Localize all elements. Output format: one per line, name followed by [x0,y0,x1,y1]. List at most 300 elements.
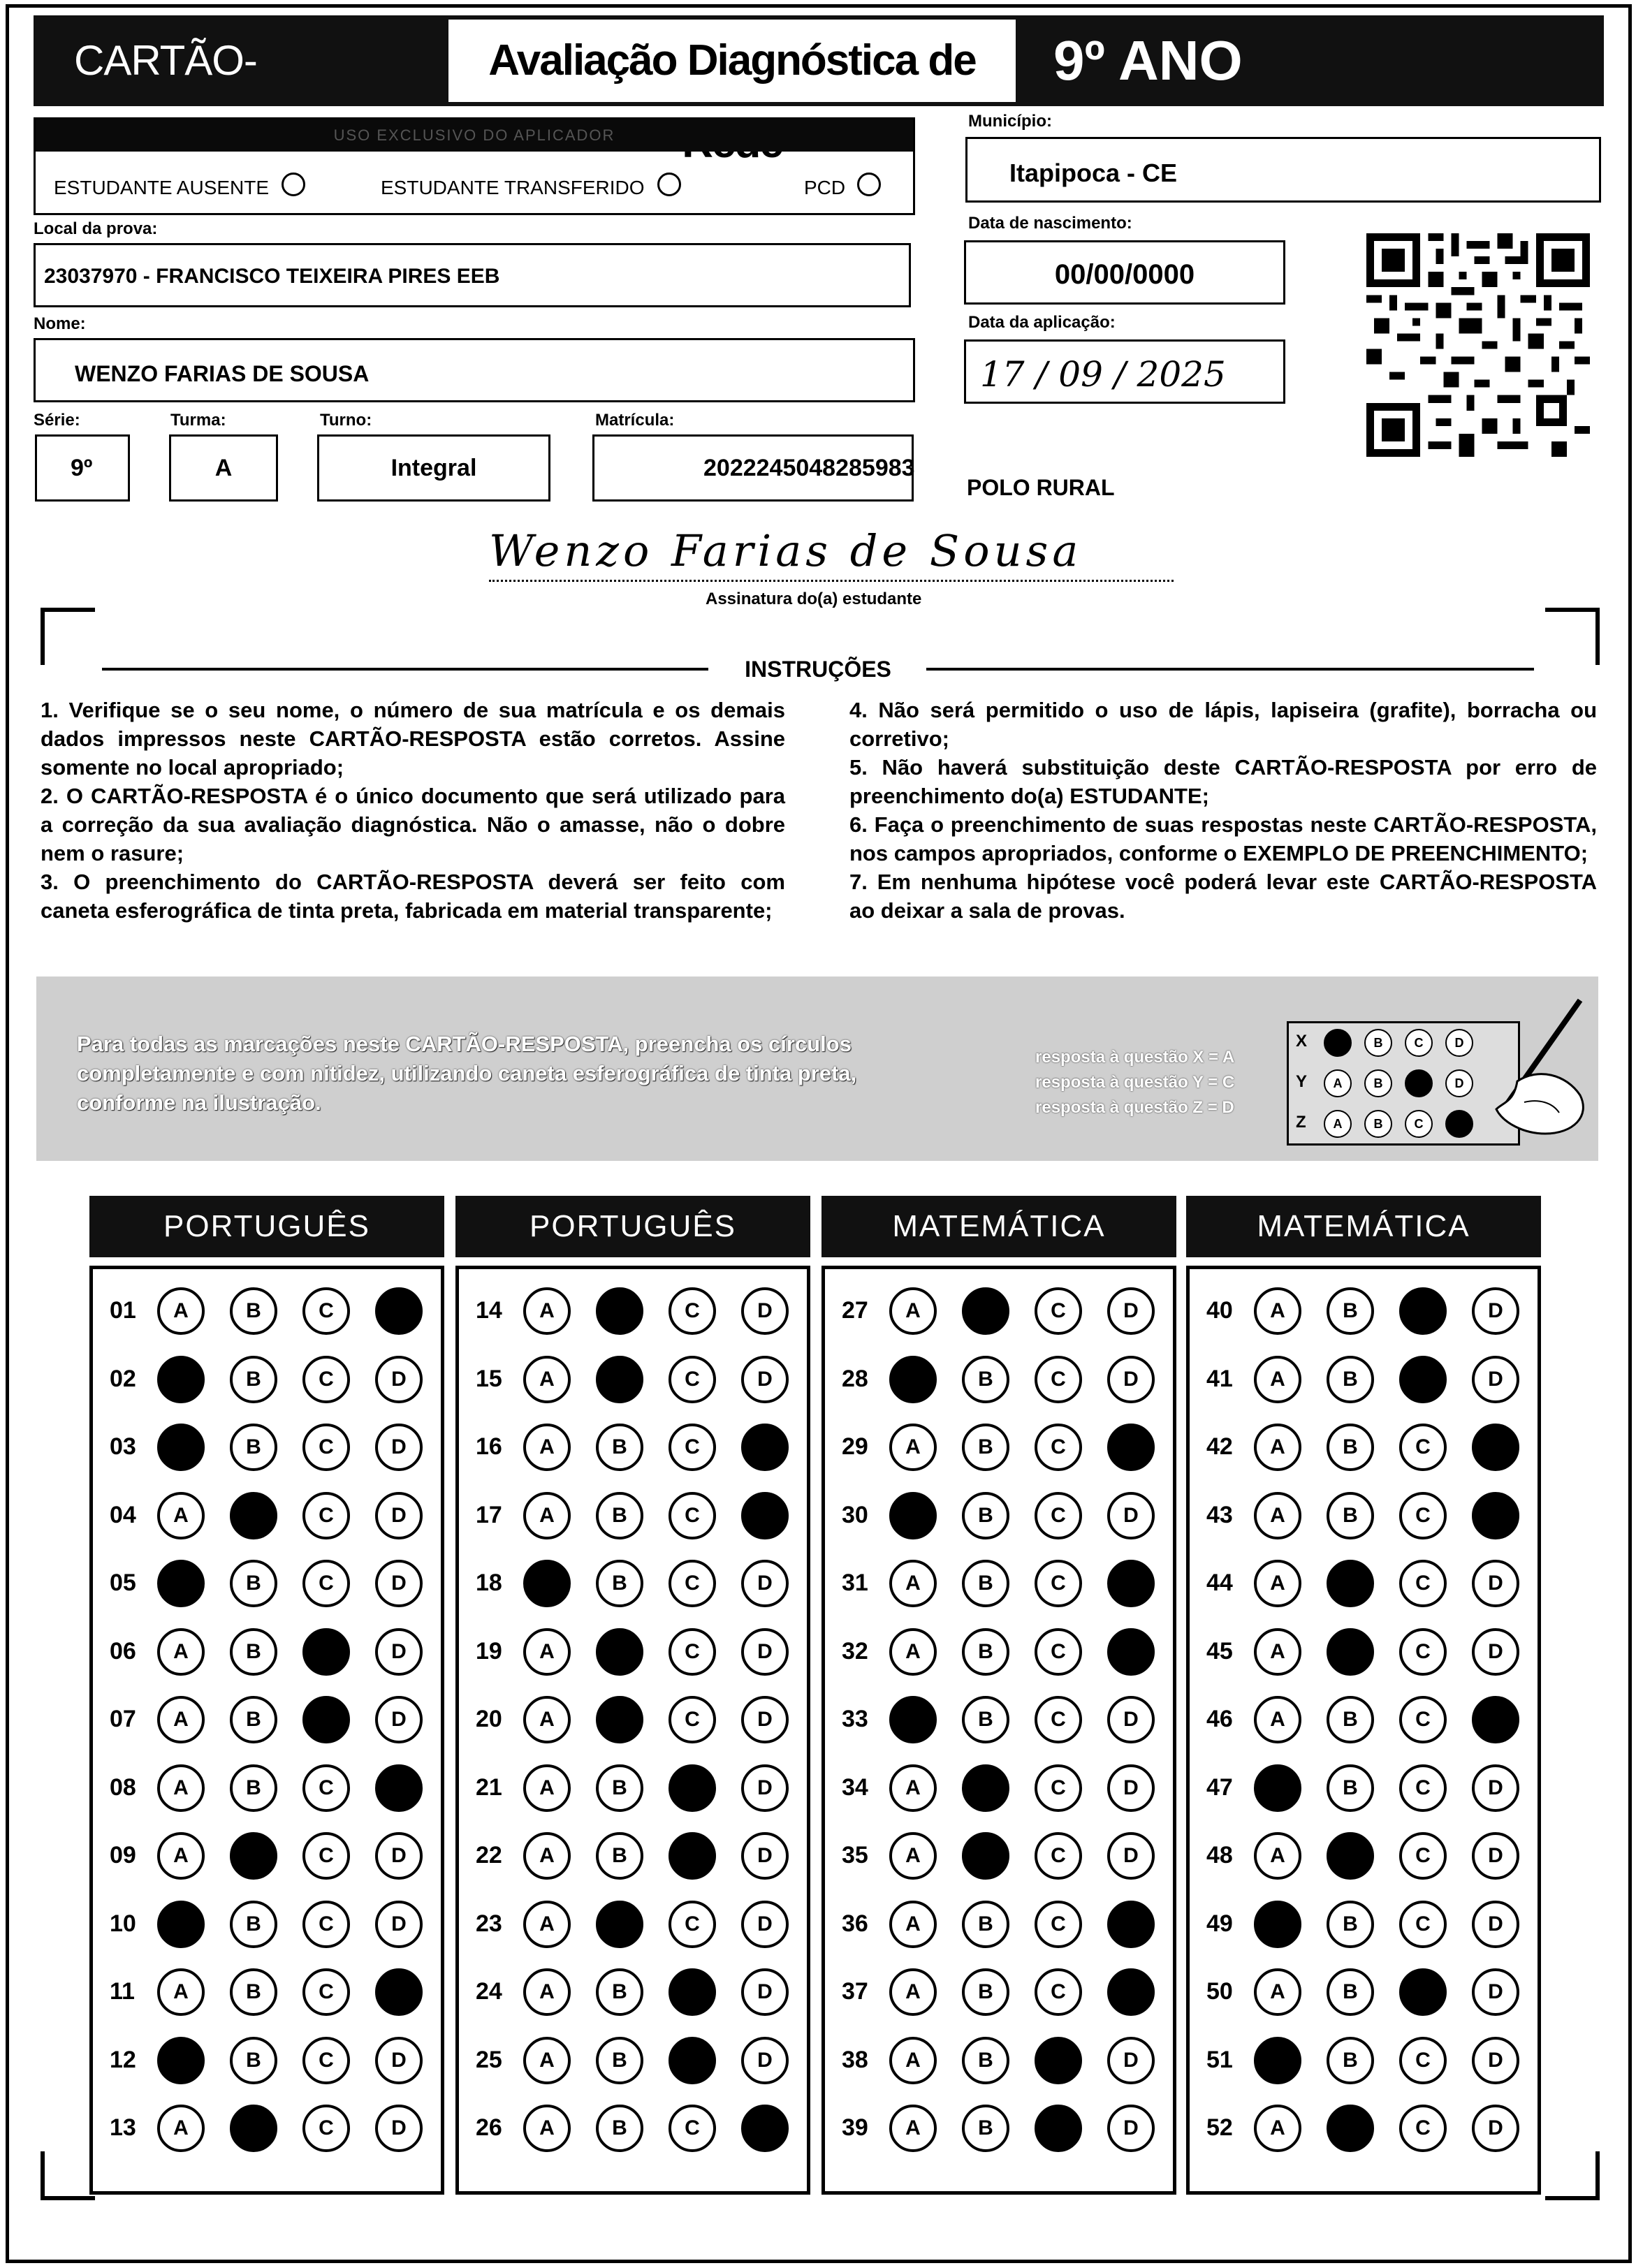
instruction-7: 7. Em nenhuma hipótese você poderá levar este CARTÃO-RESPOSTA ao deixar a sala de provas. [849,870,1597,923]
bubble-a[interactable]: A [157,2105,205,2152]
bubble-a[interactable]: A [1254,2105,1301,2152]
bubble-c-filled[interactable] [302,1628,350,1676]
bubble-b-filled[interactable] [230,2105,277,2152]
bubble-d-filled[interactable] [1472,1696,1519,1743]
bubble-d[interactable]: D [1472,1356,1519,1403]
question-row-09 [93,1827,441,1882]
bubble-a[interactable]: A [523,1628,571,1676]
bubble-b[interactable]: B [596,2105,643,2152]
question-number: 22 [476,1842,502,1868]
aplicacao-value: 17 / 09 / 2025 [980,354,1226,395]
bubble-a[interactable]: A [1254,1696,1301,1743]
bubble-c[interactable]: C [302,2037,350,2084]
bubble-b[interactable]: B [230,1560,277,1607]
bubble-c-filled[interactable] [669,2037,716,2084]
bubble-b-filled[interactable] [1327,1560,1374,1607]
bubble-a[interactable]: A [1254,1832,1301,1880]
bubble-a[interactable]: A [889,1628,937,1676]
bubble-a[interactable]: A [1254,1424,1301,1471]
bubble-a[interactable]: A [523,1492,571,1539]
bubble-b-filled[interactable] [596,1696,643,1743]
bubble-d-filled[interactable] [1107,1560,1155,1607]
bubble-b[interactable]: B [230,1628,277,1676]
instruction-1: 1. Verifique se o seu nome, o número de sua matrícula e os demais dados impressos neste CARTÃO-RESPOSTA estão corretos. Assine somente no local apropriado; [41,698,785,780]
bubble-d-filled[interactable] [741,2105,789,2152]
bubble-c[interactable]: C [302,1832,350,1880]
bubble-c[interactable]: C [1035,1424,1082,1471]
bubble-b[interactable]: B [596,1560,643,1607]
bubble-b-filled[interactable] [596,1356,643,1403]
question-number: 42 [1206,1433,1233,1460]
bubble-c-filled[interactable] [1399,1968,1447,2016]
bubble-d[interactable]: D [1472,2105,1519,2152]
question-number: 17 [476,1501,502,1528]
question-row-07 [93,1690,441,1746]
question-number: 48 [1206,1842,1233,1868]
bubble-a[interactable]: A [157,1696,205,1743]
bubble-a[interactable]: A [889,1901,937,1948]
bubble-a[interactable]: A [157,1764,205,1812]
bubble-a[interactable]: A [523,1356,571,1403]
bubble-a[interactable]: A [157,1832,205,1880]
bubble-b[interactable]: B [230,1424,277,1471]
question-number: 02 [110,1365,136,1392]
question-row-16 [459,1418,807,1474]
question-row-37 [825,1963,1173,2019]
bubble-d[interactable]: D [375,2105,423,2152]
bubble-b-filled[interactable] [596,1628,643,1676]
bubble-d[interactable]: D [1107,1287,1155,1335]
question-row-30 [825,1486,1173,1542]
instructions-rule-right [926,668,1534,671]
bubble-a-filled[interactable] [157,2037,205,2084]
question-row-08 [93,1759,441,1815]
bubble-b[interactable]: B [230,1968,277,2016]
bubble-b[interactable]: B [596,1424,643,1471]
bubble-d-filled[interactable] [741,1492,789,1539]
turno-value: Integral [390,455,477,481]
question-number: 38 [842,2046,868,2073]
bubble-a[interactable]: A [889,2105,937,2152]
question-row-14 [459,1282,807,1338]
matricula-label: Matrícula: [595,411,675,430]
question-number: 33 [842,1706,868,1732]
bubble-d-filled[interactable] [375,1764,423,1812]
bubble-c-filled[interactable] [1035,2105,1082,2152]
question-row-22 [459,1827,807,1882]
question-row-20 [459,1690,807,1746]
question-number: 28 [842,1365,868,1392]
bubble-c[interactable]: C [302,1560,350,1607]
question-number: 45 [1206,1637,1233,1665]
bubble-d[interactable]: D [741,1901,789,1948]
bubble-c[interactable]: C [1399,1492,1447,1539]
bubble-d-filled[interactable] [1472,1424,1519,1471]
bubble-c[interactable]: C [1035,1968,1082,2016]
transferido-label: ESTUDANTE TRANSFERIDO [381,177,645,198]
bubble-c[interactable]: C [302,1356,350,1403]
bubble-b-filled[interactable] [230,1492,277,1539]
bubble-a-filled[interactable] [889,1696,937,1743]
question-row-04 [93,1486,441,1542]
bubble-a[interactable]: A [889,1560,937,1607]
question-number: 16 [476,1433,502,1460]
bubble-b[interactable]: B [962,1968,1009,2016]
bubble-b[interactable]: B [1327,1696,1374,1743]
bubble-b[interactable]: B [596,1968,643,2016]
question-number: 29 [842,1433,868,1460]
question-number: 47 [1206,1773,1233,1801]
bubble-d[interactable]: D [375,1628,423,1676]
instructions-title: INSTRUÇÕES [745,657,891,682]
bubble-c[interactable]: C [1399,1832,1447,1880]
bubble-a[interactable]: A [1254,1968,1301,2016]
bubble-a[interactable]: A [1254,1628,1301,1676]
bubble-a[interactable]: A [523,1424,571,1471]
bubble-d-filled[interactable] [1107,1968,1155,2016]
bubble-a[interactable]: A [1254,1356,1301,1403]
bubble-d[interactable]: D [1107,2105,1155,2152]
bubble-b-filled[interactable] [1327,2105,1374,2152]
question-row-41 [1190,1350,1538,1406]
bubble-b[interactable]: B [596,1492,643,1539]
question-number: 25 [476,2046,502,2073]
bubble-b[interactable]: B [230,1696,277,1743]
question-number: 39 [842,2114,868,2141]
example-text: Para todas as marcações neste CARTÃO-RESPOSTA, preencha os círculos completamente e com nitidez, utilizando caneta esferográfica de tinta preta, conforme na ilustração. [77,1032,857,1115]
serie-value: 9º [71,455,93,481]
turma-value: A [214,455,233,481]
bubble-c[interactable]: C [302,1424,350,1471]
bubble-a-filled[interactable] [1254,1901,1301,1948]
bubble-c[interactable]: C [1399,1424,1447,1471]
bubble-c[interactable]: C [669,1492,716,1539]
instruction-5: 5. Não haverá substituição deste CARTÃO-RESPOSTA por erro de preenchimento do(a) ESTUDANTE; [849,755,1597,808]
bubble-a[interactable]: A [157,1492,205,1539]
bubble-a-filled[interactable] [157,1901,205,1948]
bubble-b[interactable]: B [1327,1901,1374,1948]
bubble-c[interactable]: C [669,1356,716,1403]
bubble-c[interactable]: C [302,1901,350,1948]
bubble-a[interactable]: A [523,1696,571,1743]
example-bubble-a [1324,1029,1352,1057]
bubble-d[interactable]: D [741,1560,789,1607]
bubble-d-filled[interactable] [1107,1628,1155,1676]
signature-line [489,580,1174,582]
question-number: 24 [476,1978,502,2005]
bubble-d[interactable]: D [741,1968,789,2016]
bubble-a-filled[interactable] [889,1356,937,1403]
bubble-b-filled[interactable] [962,1832,1009,1880]
bubble-b-filled[interactable] [1327,1832,1374,1880]
bubble-a[interactable]: A [889,1287,937,1335]
bubble-a[interactable]: A [523,2105,571,2152]
bubble-b[interactable]: B [962,1628,1009,1676]
question-number: 36 [842,1910,868,1937]
bubble-c[interactable]: C [1399,2037,1447,2084]
bubble-a-filled[interactable] [1254,1764,1301,1812]
question-number: 21 [476,1773,502,1801]
question-row-13 [93,2099,441,2155]
bubble-c[interactable]: C [302,1492,350,1539]
bubble-b[interactable]: B [230,1287,277,1335]
bubble-a-filled[interactable] [889,1492,937,1539]
bubble-b[interactable]: B [962,1901,1009,1948]
bubble-b-filled[interactable] [962,1764,1009,1812]
bubble-a[interactable]: A [889,1764,937,1812]
bubble-d-filled[interactable] [1107,1901,1155,1948]
bubble-a-filled[interactable] [157,1356,205,1403]
bubble-c[interactable]: C [1035,1287,1082,1335]
bubble-c[interactable]: C [1399,1560,1447,1607]
question-row-17 [459,1486,807,1542]
bubble-b[interactable]: B [596,1764,643,1812]
question-row-42 [1190,1418,1538,1474]
turno-field [317,434,550,502]
question-number: 08 [110,1773,136,1801]
bubble-d-filled[interactable] [1472,1492,1519,1539]
bubble-c[interactable]: C [1035,1560,1082,1607]
bubble-c[interactable]: C [1035,1356,1082,1403]
bubble-c[interactable]: C [1035,1696,1082,1743]
question-row-05 [93,1554,441,1610]
bubble-c[interactable]: C [1399,1764,1447,1812]
bubble-a[interactable]: A [157,1628,205,1676]
section-title: PORTUGUÊS [455,1196,810,1257]
bubble-a[interactable]: A [1254,1560,1301,1607]
bubble-b[interactable]: B [1327,2037,1374,2084]
bubble-b-filled[interactable] [962,1287,1009,1335]
bubble-b[interactable]: B [230,1356,277,1403]
bubble-b-filled[interactable] [596,1287,643,1335]
bubble-a-filled[interactable] [523,1560,571,1607]
bubble-c-filled[interactable] [1399,1356,1447,1403]
question-row-45 [1190,1623,1538,1678]
bubble-a[interactable]: A [889,1424,937,1471]
bubble-b[interactable]: B [1327,1764,1374,1812]
bubble-d[interactable]: D [375,1901,423,1948]
bubble-b[interactable]: B [1327,1424,1374,1471]
bubble-a-filled[interactable] [1254,2037,1301,2084]
example-bubble-b: B [1364,1069,1392,1097]
bubble-b[interactable]: B [1327,1356,1374,1403]
question-row-33 [825,1690,1173,1746]
bubble-c[interactable]: C [669,1628,716,1676]
municipio-value: Itapipoca - CE [1009,159,1178,187]
bubble-d[interactable]: D [375,1424,423,1471]
bubble-d[interactable]: D [1472,1968,1519,2016]
bubble-b[interactable]: B [230,1901,277,1948]
bubble-b-filled[interactable] [596,1901,643,1948]
question-number: 26 [476,2114,502,2141]
bubble-d-filled[interactable] [1107,1424,1155,1471]
bubble-d[interactable]: D [1472,1287,1519,1335]
bubble-d-filled[interactable] [375,1968,423,2016]
question-row-27 [825,1282,1173,1338]
bubble-b-filled[interactable] [1327,1628,1374,1676]
question-number: 15 [476,1365,502,1392]
bubble-a-filled[interactable] [157,1560,205,1607]
pcd-bubble[interactable] [857,173,881,196]
bubble-c-filled[interactable] [302,1696,350,1743]
aplicador-bar: USO EXCLUSIVO DO APLICADOR [36,119,913,152]
instruction-2: 2. O CARTÃO-RESPOSTA é o único documento que será utilizado para a correção da sua avaliação diagnóstica. Não o amasse, não o dobre nem o rasure; [41,784,785,865]
bubble-d[interactable]: D [1472,2037,1519,2084]
bubble-b[interactable]: B [230,2037,277,2084]
example-bubble-a: A [1324,1110,1352,1138]
bubble-c[interactable]: C [669,2105,716,2152]
aplicacao-field[interactable] [964,339,1285,404]
qr-code [1366,233,1590,457]
question-number: 34 [842,1773,868,1801]
bubble-d[interactable]: D [1107,1764,1155,1812]
bubble-c-filled[interactable] [669,1832,716,1880]
bubble-d[interactable]: D [1107,2037,1155,2084]
bubble-d[interactable]: D [1107,1356,1155,1403]
bubble-b[interactable]: B [962,1356,1009,1403]
question-row-49 [1190,1895,1538,1951]
example-label-z: resposta à questão Z = D [1035,1098,1234,1117]
bubble-a-filled[interactable] [157,1424,205,1471]
transferido-bubble[interactable] [657,173,681,196]
bubble-b-filled[interactable] [230,1832,277,1880]
bubble-c[interactable]: C [1399,2105,1447,2152]
bubble-a[interactable]: A [523,1968,571,2016]
bubble-d[interactable]: D [375,1492,423,1539]
bubble-d[interactable]: D [741,1287,789,1335]
bubble-d-filled[interactable] [375,1287,423,1335]
question-row-38 [825,2031,1173,2087]
bubble-d[interactable]: D [1107,1832,1155,1880]
bubble-a[interactable]: A [157,1968,205,2016]
question-row-19 [459,1623,807,1678]
section-body [455,1266,810,2195]
corner-bottom-right [1545,2151,1600,2200]
question-number: 18 [476,1570,502,1596]
bubble-a[interactable]: A [523,1901,571,1948]
bubble-b[interactable]: B [1327,1968,1374,2016]
question-number: 40 [1206,1297,1233,1324]
bubble-c[interactable]: C [669,1560,716,1607]
bubble-a[interactable]: A [523,1287,571,1335]
bubble-b[interactable]: B [962,2105,1009,2152]
bubble-c[interactable]: C [1399,1696,1447,1743]
bubble-c[interactable]: C [302,1764,350,1812]
bubble-d[interactable]: D [1472,1628,1519,1676]
bubble-a[interactable]: A [523,1764,571,1812]
instructions-right [849,696,1597,925]
bubble-c[interactable]: C [1035,1832,1082,1880]
bubble-b[interactable]: B [962,1696,1009,1743]
bubble-c[interactable]: C [302,2105,350,2152]
bubble-c[interactable]: C [669,1287,716,1335]
bubble-a[interactable]: A [523,2037,571,2084]
bubble-d[interactable]: D [1472,1832,1519,1880]
bubble-d-filled[interactable] [741,1424,789,1471]
bubble-b[interactable]: B [1327,1287,1374,1335]
bubble-c[interactable]: C [1399,1628,1447,1676]
question-row-02 [93,1350,441,1406]
aplicacao-label: Data da aplicação: [968,313,1116,332]
question-number: 06 [110,1637,136,1665]
question-number: 52 [1206,2114,1233,2141]
bubble-d[interactable]: D [1472,1764,1519,1812]
bubble-c[interactable]: C [1035,1492,1082,1539]
serie-field [35,434,130,502]
bubble-d[interactable]: D [375,1696,423,1743]
bubble-c-filled[interactable] [669,1764,716,1812]
bubble-c[interactable]: C [669,1696,716,1743]
bubble-c[interactable]: C [669,1424,716,1471]
bubble-a[interactable]: A [1254,1492,1301,1539]
bubble-d[interactable]: D [375,2037,423,2084]
ausente-bubble[interactable] [282,173,305,196]
bubble-d[interactable]: D [1472,1560,1519,1607]
bubble-c[interactable]: C [1035,1901,1082,1948]
bubble-d[interactable]: D [1107,1492,1155,1539]
bubble-d[interactable]: D [741,1696,789,1743]
answer-section-3 [821,1196,1176,2141]
bubble-c[interactable]: C [1035,1764,1082,1812]
bubble-d[interactable]: D [741,1628,789,1676]
bubble-d[interactable]: D [375,1560,423,1607]
example-bubble-c [1405,1069,1433,1097]
bubble-d[interactable]: D [741,1356,789,1403]
bubble-c[interactable]: C [302,1968,350,2016]
bubble-d[interactable]: D [1472,1901,1519,1948]
question-number: 30 [842,1501,868,1528]
bubble-b[interactable]: B [962,1560,1009,1607]
example-row-label: Z [1296,1113,1306,1132]
bubble-d[interactable]: D [741,1832,789,1880]
bubble-c[interactable]: C [302,1287,350,1335]
bubble-b[interactable]: B [962,2037,1009,2084]
bubble-a[interactable]: A [889,1968,937,2016]
bubble-b[interactable]: B [962,1424,1009,1471]
bubble-c[interactable]: C [1035,1628,1082,1676]
bubble-d[interactable]: D [1107,1696,1155,1743]
question-row-46 [1190,1690,1538,1746]
question-row-47 [1190,1759,1538,1815]
bubble-b[interactable]: B [596,1832,643,1880]
question-number: 03 [110,1433,136,1460]
example-bubble-d: D [1445,1069,1473,1097]
signature: Wenzo Farias de Sousa [489,525,1083,576]
bubble-d[interactable]: D [375,1356,423,1403]
bubble-c[interactable]: C [669,1901,716,1948]
bubble-d[interactable]: D [741,2037,789,2084]
bubble-a[interactable]: A [1254,1287,1301,1335]
question-number: 41 [1206,1365,1233,1392]
bubble-d[interactable]: D [741,1764,789,1812]
bubble-d[interactable]: D [375,1832,423,1880]
question-row-23 [459,1895,807,1951]
bubble-c-filled[interactable] [1035,2037,1082,2084]
question-number: 14 [476,1297,502,1324]
bubble-b[interactable]: B [962,1492,1009,1539]
bubble-c[interactable]: C [1399,1901,1447,1948]
bubble-b[interactable]: B [230,1764,277,1812]
bubble-a[interactable]: A [157,1287,205,1335]
bubble-c-filled[interactable] [669,1968,716,2016]
bubble-a[interactable]: A [523,1832,571,1880]
bubble-a[interactable]: A [889,1832,937,1880]
bubble-a[interactable]: A [889,2037,937,2084]
bubble-b[interactable]: B [1327,1492,1374,1539]
bubble-c-filled[interactable] [1399,1287,1447,1335]
section-title: MATEMÁTICA [1186,1196,1541,1257]
bubble-b[interactable]: B [596,2037,643,2084]
